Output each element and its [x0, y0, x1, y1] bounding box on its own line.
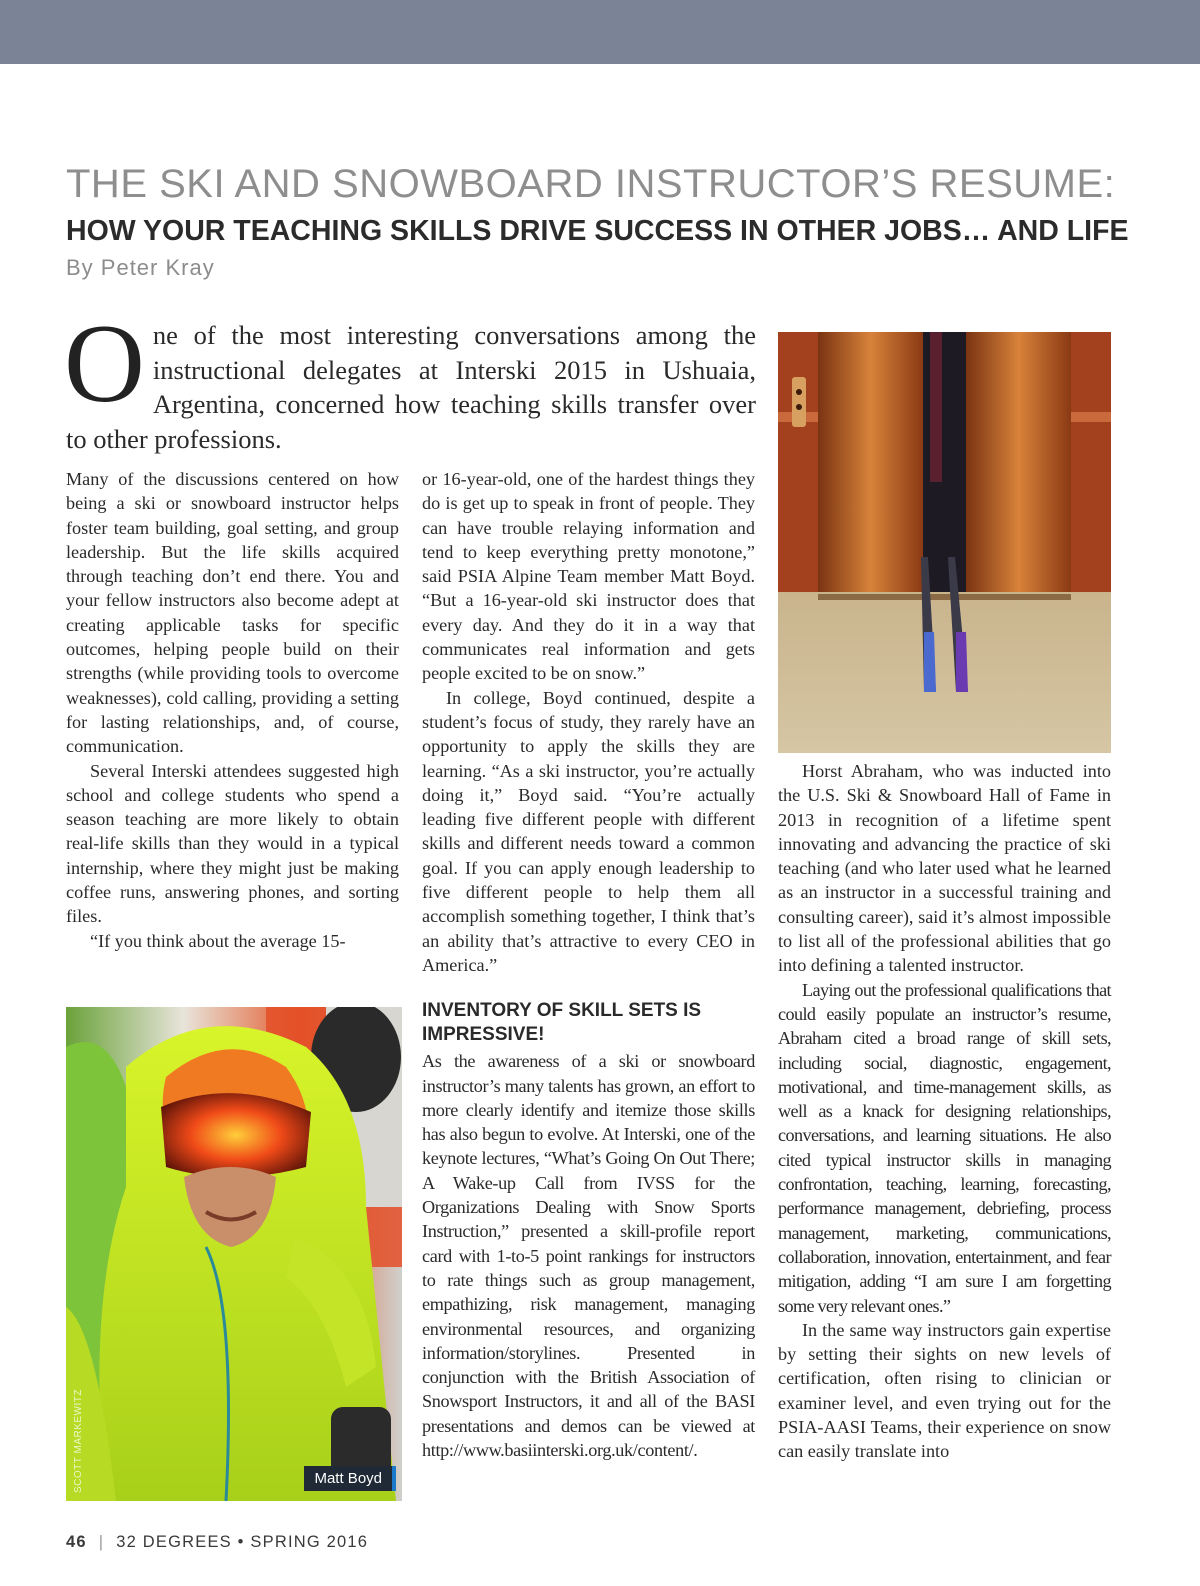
drop-cap: O [64, 302, 145, 426]
section-subhead: INVENTORY OF SKILL SETS IS IMPRESSIVE! [422, 1000, 702, 1046]
photo-credit: SCOTT MARKEWITZ [73, 1389, 84, 1493]
paragraph: “If you think about the average 15- [90, 930, 346, 951]
top-color-bar [0, 0, 1200, 64]
text-column-3 [778, 759, 1111, 1464]
intro-paragraph [64, 302, 756, 456]
article-subtitle: HOW YOUR TEACHING SKILLS DRIVE SUCCESS IN OTHER JOBS… AND LIFE [66, 215, 1129, 247]
paragraph: In college, Boyd continued, despite a student’s focus of study, they rarely have an opportunity to apply the skills they are learning. “As a ski instructor, you’re actually doing it,” Boyd said. “You’re actually leading five different people with different skills and different needs toward a common goal. If you can apply enough leadership to five different people to help them all accomplish something together, I think that’s an ability that’s attractive to every CEO in America.” [422, 687, 755, 975]
article-kicker-title: THE SKI AND SNOWBOARD INSTRUCTOR’S RESUME: [66, 162, 1116, 206]
skier-illustration [66, 1007, 402, 1501]
paragraph: Several Interski attendees suggested high school and college students who spend a season teaching are more likely to obtain real-life skills than they would in a typical internship, where they might just be making coffee runs, answering phones, and sorting files. [66, 760, 399, 927]
paragraph: Horst Abraham, who was inducted into the U.S. Ski & Snowboard Hall of Fame in 2013 in recognition of a lifetime spent innovating and advancing the practice of ski teaching (and who later used what he learned as an instructor in a successful training and consulting career), said it’s almost impossible to list all of the professional abilities that go into defining a talented instructor. [778, 761, 1111, 976]
photo-caption: Matt Boyd [304, 1466, 396, 1491]
paragraph: As the awareness of a ski or snowboard instructor’s many talents has grown, an effort to more clearly identify and itemize those skills has also begun to evolve. At Interski, one of the keynote lectures, “What’s Going On Out There; A Wake-up Call from IVSS for the Organizations Dealing with Snow Sports Instruction,” presented a skill-profile report card with 1-to-5 point rankings for instructors to rate things such as group management, empathizing, risk management, managing environmental resources, and organizing information/storylines. Presented in conjunction with the British Association of Snowsport Instructors, it and all of the BASI presentations and demos can be viewed at http://www.basiinterski.org.uk/content/. [422, 1051, 755, 1460]
footer-separator: | [98, 1533, 105, 1551]
matt-boyd-photo [66, 1007, 402, 1501]
elevator-skis-photo [778, 332, 1111, 753]
elevator-illustration [778, 332, 1111, 753]
byline: By Peter Kray [66, 255, 215, 280]
publication-name: 32 DEGREES • SPRING 2016 [116, 1533, 369, 1551]
text-column-2 [422, 467, 755, 1462]
page-number: 46 [66, 1533, 87, 1551]
text-column-1 [66, 467, 399, 953]
intro-text: ne of the most interesting conversations among the instructional delegates at Interski 2015 in Ushuaia, Argentina, concerned how teaching skills transfer over to other professions. [66, 320, 756, 454]
paragraph: or 16-year-old, one of the hardest things they do is get up to speak in front of people. They can have trouble relaying information and tend to keep everything pretty monotone,” said PSIA Alpine Team member Matt Boyd. “But a 16-year-old ski instructor does that every day. And they do it in a way that communicates real information and gets people excited to be on snow.” [422, 469, 755, 684]
paragraph: In the same way instructors gain expertise by setting their sights on new levels of certification, often rising to clinician or examiner level, and even trying out for the PSIA-AASI Teams, their experience on snow can easily translate into [778, 1319, 1111, 1462]
page-footer [66, 1533, 368, 1552]
paragraph: Many of the discussions centered on how being a ski or snowboard instructor helps foster team building, goal setting, and group leadership. But the life skills acquired through teaching don’t end there. You and your fellow instructors also become adept at creating applicable tasks for specific outcomes, helping people build on their strengths (while providing tools to overcome weaknesses), cold calling, providing a setting for lasting relationships, and, of course, communication. [66, 469, 399, 757]
paragraph: Laying out the professional qualifications that could easily populate an instructor’s resume, Abraham cited a broad range of skill sets, including social, diagnostic, engagement, motivational, and time-management skills, as well as a knack for designing relationships, conversations, and learning situations. He also cited typical instructor skills in managing confrontation, teaching, learning, forecasting, performance management, debriefing, process management, marketing, communications, collaboration, innovation, entertainment, and fear mitigation, adding “I am sure I am forgetting some very relevant ones.” [778, 979, 1111, 1316]
